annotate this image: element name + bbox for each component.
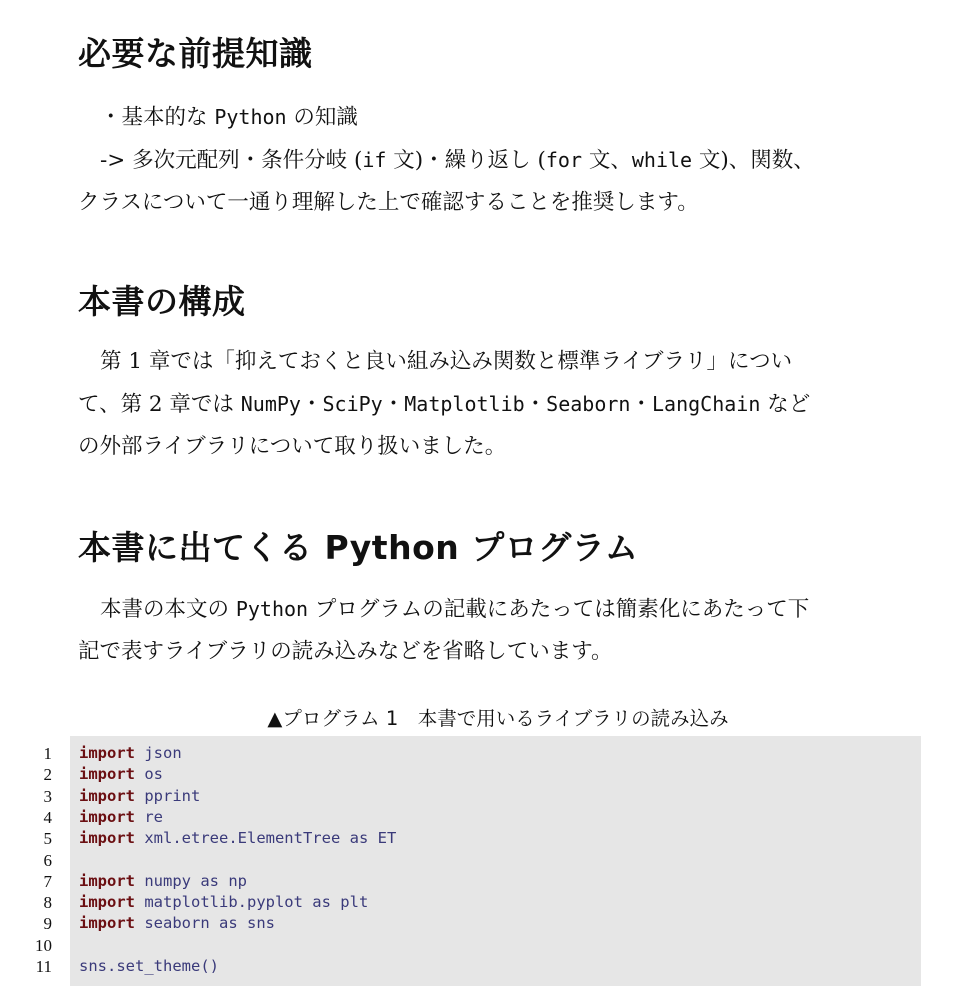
code-text	[79, 871, 247, 892]
lib-scipy: SciPy	[322, 392, 383, 416]
programs-paragraph: 本書の本文の Python プログラムの記載にあたっては簡素化にあたって下 記で表すライブラリの読み込みなどを省略しています。	[78, 597, 810, 664]
line-number: 11	[35, 957, 52, 976]
heading-python-programs: 本書に出てくる Python プログラム	[78, 528, 639, 567]
code-keyword: import	[79, 871, 135, 890]
prereq-line2: -> 多次元配列・条件分岐 (if 文)・繰り返し (for 文、while 文)、関数、	[100, 148, 815, 173]
code-text	[79, 786, 200, 807]
code-identifier: numpy as np	[135, 871, 247, 890]
line-number: 8	[43, 893, 52, 913]
structure-line2: て、第 2 章では NumPy・SciPy・Matplotlib・Seaborn・LangChain など	[78, 392, 811, 417]
code-identifier: sns.set_theme()	[79, 957, 219, 975]
prerequisites-paragraph	[78, 96, 918, 224]
code-identifier: matplotlib.pyplot as plt	[135, 893, 369, 912]
lib-matplotlib: Matplotlib	[404, 392, 525, 416]
code-keyword: import	[79, 807, 135, 826]
code-keyword: import	[79, 765, 135, 784]
code-identifier: os	[135, 765, 163, 784]
line-number: 5	[43, 829, 52, 849]
lib-langchain: LangChain	[651, 392, 761, 416]
heading-prerequisites: 必要な前提知識	[78, 34, 313, 73]
code-identifier: re	[135, 807, 163, 826]
line-number: 2	[43, 765, 52, 785]
code-identifier: json	[135, 744, 182, 762]
line-number: 9	[43, 914, 52, 934]
code-line	[0, 913, 964, 934]
line-number: 4	[43, 807, 52, 827]
lib-seaborn: Seaborn	[546, 392, 631, 416]
code-text	[79, 892, 368, 913]
code-identifier: seaborn as sns	[135, 914, 275, 933]
code-keyword: import	[79, 893, 135, 912]
code-keyword: import	[79, 786, 135, 805]
code-line	[0, 935, 964, 956]
code-text	[79, 956, 219, 977]
code-line	[0, 743, 964, 764]
code-line	[0, 828, 964, 849]
code-text	[79, 828, 396, 849]
code-identifier: pprint	[135, 786, 201, 805]
code-line	[0, 871, 964, 892]
listing-caption: ▲プログラム 1 本書で用いるライブラリの読み込み	[267, 707, 729, 730]
heading-book-structure: 本書の構成	[78, 282, 246, 321]
code-keyword: import	[79, 829, 135, 848]
line-number: 3	[43, 786, 52, 806]
code-line	[0, 807, 964, 828]
prereq-line3: クラスについて一通り理解した上で確認することを推奨します。	[78, 190, 699, 215]
programs-line1: 本書の本文の Python プログラムの記載にあたっては簡素化にあたって下	[100, 597, 810, 622]
code-line	[0, 892, 964, 913]
code-line	[0, 764, 964, 785]
structure-paragraph: 第 1 章では「抑えておくと良い組み込み関数と標準ライブラリ」につい て、第 2 章では NumPy・SciPy・Matplotlib・Seaborn・LangChain など の外部ライブラリについて取り扱いました。	[78, 349, 811, 459]
code-line	[0, 850, 964, 871]
line-number: 6	[43, 850, 52, 870]
code-text	[79, 743, 182, 764]
code-text	[79, 913, 275, 934]
line-number: 1	[43, 744, 52, 763]
line-number: 7	[43, 871, 52, 891]
prereq-bullet: ・基本的な Python の知識	[100, 105, 358, 130]
lib-numpy: NumPy	[240, 392, 301, 416]
line-number: 10	[35, 935, 52, 955]
code-identifier: xml.etree.ElementTree as ET	[135, 829, 397, 848]
code-line	[0, 786, 964, 807]
code-text	[79, 764, 163, 785]
code-text	[79, 807, 163, 828]
code-keyword: import	[79, 914, 135, 933]
code-line	[0, 956, 964, 977]
code-keyword: import	[79, 744, 135, 762]
